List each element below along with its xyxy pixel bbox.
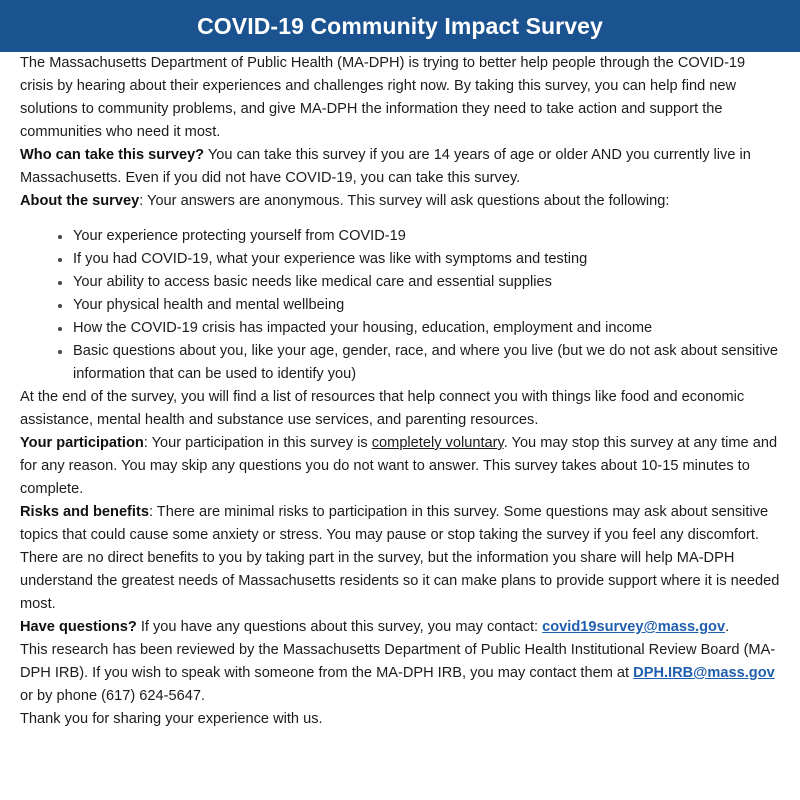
list-item: How the COVID-19 crisis has impacted your housing, education, employment and income bbox=[55, 317, 780, 340]
list-item: Your ability to access basic needs like medical care and essential supplies bbox=[55, 271, 780, 294]
list-item: Your experience protecting yourself from COVID-19 bbox=[55, 225, 780, 248]
questions-paragraph bbox=[20, 616, 780, 639]
irb-contact-email-link[interactable]: DPH.IRB@mass.gov bbox=[633, 665, 775, 681]
risks-text: : There are minimal risks to participation in this survey. Some questions may ask about sensitive topics that could cause some anxiety or stress. You may pause or stop taking the survey if you feel any discomfort. There are no direct benefits to you by taking part in the survey, but the information you share will help MA-DPH understand the greatest needs of Massachusetts residents so it can make plans to provide support where it is needed most. bbox=[20, 504, 780, 612]
about-text: : Your answers are anonymous. This survey will ask questions about the following: bbox=[139, 193, 670, 209]
irb-text-after: or by phone (617) 624-5647. bbox=[20, 688, 205, 704]
risks-paragraph bbox=[20, 501, 780, 616]
survey-contact-email-link[interactable]: covid19survey@mass.gov bbox=[542, 619, 726, 635]
participation-text-before: : Your participation in this survey is bbox=[143, 435, 372, 451]
list-item: If you had COVID-19, what your experience was like with symptoms and testing bbox=[55, 248, 780, 271]
participation-lead: Your participation bbox=[20, 435, 144, 451]
about-paragraph bbox=[20, 190, 780, 213]
questions-text-after: . bbox=[725, 619, 730, 635]
list-item: Your physical health and mental wellbeing bbox=[55, 294, 780, 317]
page-title: COVID-19 Community Impact Survey bbox=[197, 12, 603, 39]
resources-paragraph: At the end of the survey, you will find a list of resources that help connect you with things like food and economic assistance, mental health and substance use services, and parenting resources. bbox=[20, 389, 745, 428]
eligibility-lead: Who can take this survey? bbox=[20, 147, 205, 163]
eligibility-text: You can take this survey if you are 14 years of age or older AND you currently live in Massachusetts. Even if you did not have COVID-19, you can take this survey. bbox=[20, 147, 751, 186]
about-lead: About the survey bbox=[20, 193, 140, 209]
irb-paragraph bbox=[20, 639, 780, 708]
participation-text-after: . You may stop this survey at any time and for any reason. You may skip any questions you do not want to answer. This survey takes about 10-15 minutes to complete. bbox=[20, 435, 778, 497]
risks-lead: Risks and benefits bbox=[20, 504, 149, 520]
questions-text-before: If you have any questions about this survey, you may contact: bbox=[136, 619, 543, 635]
participation-paragraph bbox=[20, 432, 780, 501]
eligibility-paragraph bbox=[20, 144, 780, 190]
survey-header-banner bbox=[0, 0, 800, 52]
list-item: Basic questions about you, like your age, gender, race, and where you live (but we do not ask about sensitive information that can be used to identify you) bbox=[55, 340, 780, 386]
survey-topics-list bbox=[20, 225, 780, 386]
survey-body bbox=[0, 52, 800, 731]
irb-text-before: This research has been reviewed by the Massachusetts Department of Public Health Institutional Review Board (MA-DPH IRB). If you wish to speak with someone from the MA-DPH IRB, you may contact them at bbox=[20, 642, 776, 681]
questions-lead: Have questions? bbox=[20, 619, 137, 635]
closing-paragraph: Thank you for sharing your experience with us. bbox=[20, 711, 323, 727]
participation-emphasis: completely voluntary bbox=[371, 435, 504, 451]
intro-paragraph: The Massachusetts Department of Public Health (MA-DPH) is trying to better help people through the COVID-19 crisis by hearing about their experiences and challenges right now. By taking this survey, you can help find new solutions to community problems, and give MA-DPH the information they need to take action and support the communities who need it most. bbox=[20, 55, 746, 140]
